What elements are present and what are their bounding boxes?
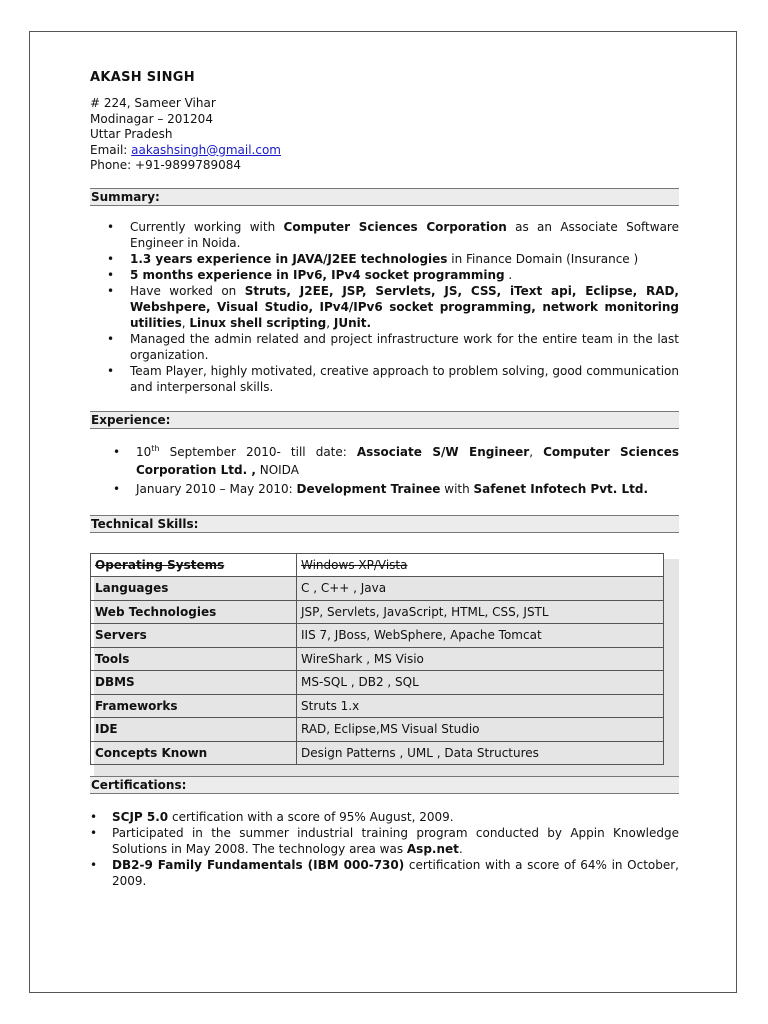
skills-table-container [90, 553, 679, 772]
table-row: Web Technologies JSP, Servlets, JavaScript, HTML, CSS, JSTL [91, 600, 664, 624]
address-line-2: Modinagar – 201204 [90, 111, 213, 126]
bullet-icon: • [113, 481, 121, 496]
bullet-icon: • [90, 809, 98, 824]
resume-page [29, 31, 737, 993]
certification-item: • DB2-9 Family Fundamentals (IBM 000-730) certification with a score of 64% in October, 2009. [90, 857, 679, 888]
bullet-icon: • [113, 444, 121, 459]
bullet-icon: • [107, 251, 115, 266]
summary-heading: Summary: [90, 188, 679, 206]
summary-item: • Managed the admin related and project infrastructure work for the entire team in the last organization. [107, 331, 679, 362]
email-link[interactable]: aakashsingh@gmail.com [131, 142, 281, 157]
bullet-icon: • [90, 825, 98, 840]
certifications-heading: Certifications: [90, 776, 679, 794]
summary-list [107, 219, 679, 395]
table-row: Languages C , C++ , Java [91, 577, 664, 601]
summary-item: • Team Player, highly motivated, creative approach to problem solving, good communication and interpersonal skills. [107, 363, 679, 394]
summary-item: • Have worked on Struts, J2EE, JSP, Servlets, JS, CSS, iText api, Eclipse, RAD, Webshpere, Visual Studio, IPv4/IPv6 socket programming, network monitoring utilities, Linux shell scripting, JUnit. [107, 283, 679, 330]
resume-content [90, 70, 679, 889]
experience-item: • 10th September 2010- till date: Associate S/W Engineer, Computer Sciences Corporation Ltd. , NOIDA [113, 443, 679, 477]
certification-item: • SCJP 5.0 certification with a score of 95% August, 2009. [90, 809, 454, 824]
summary-item: • 1.3 years experience in JAVA/J2EE technologies in Finance Domain (Insurance ) [107, 251, 639, 266]
candidate-name: AKASH SINGH [90, 70, 195, 85]
skills-table [90, 553, 664, 766]
email-line [90, 143, 679, 159]
email-label: Email: [90, 142, 132, 157]
address-line-3: Uttar Pradesh [90, 127, 173, 141]
table-row: Tools WireShark , MS Visio [91, 647, 664, 671]
table-row: Concepts Known Design Patterns , UML , Data Structures [91, 741, 664, 765]
experience-list [113, 443, 679, 498]
experience-heading: Experience: [90, 411, 679, 429]
table-row: Servers IIS 7, JBoss, WebSphere, Apache Tomcat [91, 624, 664, 648]
certifications-list [90, 809, 679, 889]
technical-skills-heading: Technical Skills: [90, 515, 679, 533]
bullet-icon: • [107, 363, 115, 378]
bullet-icon: • [107, 331, 115, 346]
address-line-1: # 224, Sameer Vihar [90, 96, 216, 110]
summary-item: • Currently working with Computer Sciences Corporation as an Associate Software Engineer in Noida. [107, 219, 679, 250]
table-row: DBMS MS-SQL , DB2 , SQL [91, 671, 664, 695]
bullet-icon: • [107, 267, 115, 282]
experience-item: • January 2010 – May 2010: Development Trainee with Safenet Infotech Pvt. Ltd. [113, 481, 649, 496]
certification-item: • Participated in the summer industrial training program conducted by Appin Knowledge Solutions in May 2008. The technology area was Asp.net. [90, 825, 679, 856]
summary-item: • 5 months experience in IPv6, IPv4 socket programming . [107, 267, 513, 282]
table-row: Operating Systems Windows XP/Vista [91, 553, 664, 577]
contact-block [90, 96, 679, 174]
bullet-icon: • [107, 219, 115, 234]
table-row: Frameworks Struts 1.x [91, 694, 664, 718]
bullet-icon: • [107, 283, 115, 298]
bullet-icon: • [90, 857, 98, 872]
table-row: IDE RAD, Eclipse,MS Visual Studio [91, 718, 664, 742]
phone-line: Phone: +91-9899789084 [90, 158, 242, 172]
